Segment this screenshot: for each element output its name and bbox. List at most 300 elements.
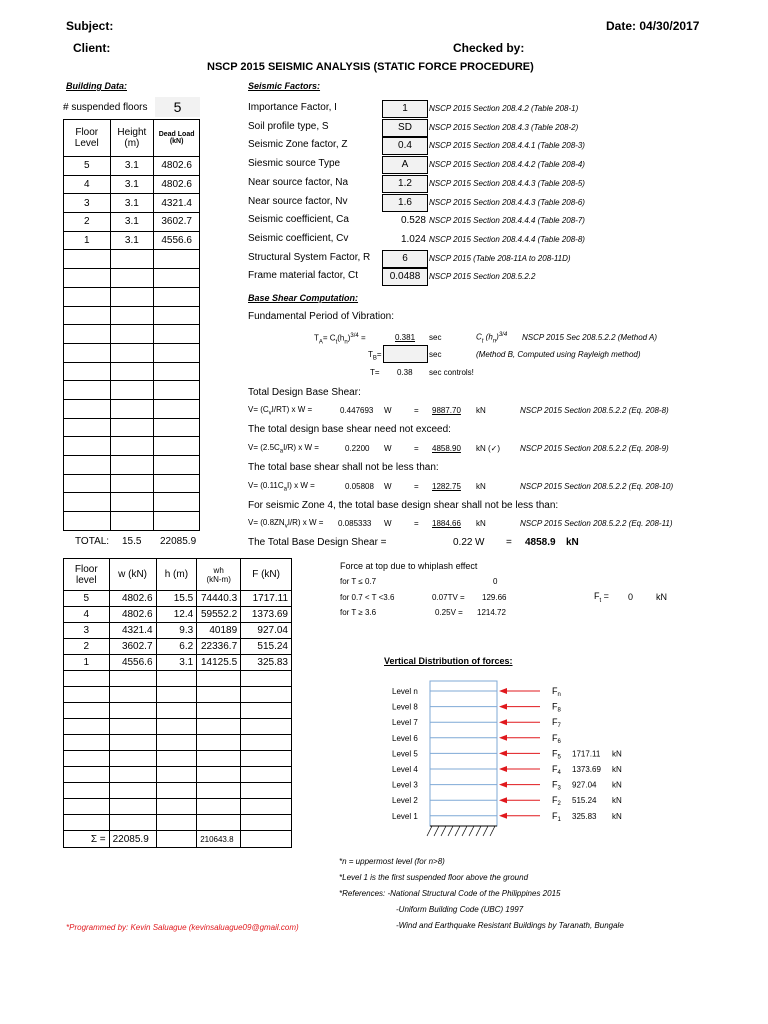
ground-hatch (490, 826, 495, 836)
level-label: Level 2 (392, 796, 418, 806)
factor-reference: NSCP 2015 Section 208.4.4.3 (Table 208-6) (429, 197, 585, 207)
cell-level (64, 783, 110, 799)
col-wh: wh (kN-m) (197, 559, 241, 591)
cell-f (241, 815, 292, 831)
cell-wh (197, 671, 241, 687)
cell-level[interactable] (64, 512, 111, 531)
force-unit: kN (612, 749, 622, 759)
force-arrow-head (499, 797, 507, 803)
cell-height[interactable] (110, 399, 154, 418)
cell-height[interactable] (110, 474, 154, 493)
ft-label: $F_t$ = (594, 591, 609, 604)
cell-wh (197, 687, 241, 703)
cell-wh (197, 735, 241, 751)
base-shear-heading: Base Shear Computation: (248, 293, 359, 303)
cell-load[interactable] (154, 418, 200, 437)
table-row (64, 362, 200, 381)
ft-value: 0 (628, 592, 634, 602)
cell-load[interactable] (154, 250, 200, 269)
force-unit: kN (612, 796, 622, 806)
force-value: 927.04 (572, 780, 597, 790)
factor-value[interactable]: A (382, 156, 428, 174)
cell-w: 3602.7 (109, 639, 156, 655)
cell-level[interactable] (64, 437, 111, 456)
sum-w: 22085.9 (109, 831, 156, 848)
cell-level[interactable] (64, 362, 111, 381)
cell-load[interactable] (154, 456, 200, 475)
cell-h (156, 671, 197, 687)
tb-sec: sec (429, 350, 442, 359)
ground-hatch (483, 826, 488, 836)
ta-label: $T_A= C_t(h_n)^{3/4}$ = (314, 333, 366, 346)
cell-load[interactable]: 4802.6 (154, 157, 200, 176)
cell-load[interactable] (154, 325, 200, 344)
force-label: $F_n$ (552, 686, 561, 698)
not-exceed-label: The total design base shear need not exceed: (248, 424, 451, 435)
tb-reference: (Method B, Computed using Rayleigh method) (476, 350, 641, 359)
cell-level: 1 (64, 655, 110, 671)
factor-reference: NSCP 2015 Section 208.4.3 (Table 208-2) (429, 122, 579, 132)
cell-f: 515.24 (241, 639, 292, 655)
cell-wh (197, 703, 241, 719)
force-label: $F_4$ (552, 764, 561, 776)
cell-wh: 14125.5 (197, 655, 241, 671)
not-less-label: The total base shear shall not be less than: (248, 462, 439, 473)
building-data-table (63, 119, 200, 531)
ta-sec: sec (429, 333, 442, 342)
force-unit: kN (612, 780, 622, 790)
cell-level[interactable] (64, 381, 111, 400)
col-f: F (kN) (241, 559, 292, 591)
cell-f (241, 687, 292, 703)
cell-level[interactable] (64, 325, 111, 344)
col-w: w (kN) (109, 559, 156, 591)
cell-w (109, 735, 156, 751)
table-row (64, 213, 200, 232)
whiplash-r2-value: 129.66 (482, 593, 507, 602)
cell-level[interactable]: 4 (64, 175, 111, 194)
v2-eq: = (414, 444, 419, 453)
whiplash-r2-label: for 0.7 < T <3.6 (340, 593, 395, 602)
factor-value[interactable]: SD (382, 119, 428, 137)
col-height: Height (m) (110, 120, 154, 157)
vertical-distribution-diagram (380, 676, 670, 851)
factor-label: Structural System Factor, R (248, 251, 371, 263)
cell-f (241, 719, 292, 735)
cell-h: 9.3 (156, 623, 197, 639)
v1-eq: = (414, 406, 419, 415)
cell-level (64, 751, 110, 767)
cell-load[interactable]: 4321.4 (154, 194, 200, 213)
v3-kn: kN (476, 482, 486, 491)
whiplash-r3-formula: 0.25V = (435, 608, 463, 617)
cell-wh (197, 719, 241, 735)
cell-load[interactable] (154, 343, 200, 362)
note-ubc: -Uniform Building Code (UBC) 1997 (396, 905, 524, 914)
level-label: Level 5 (392, 749, 418, 759)
col-floor-level: Floor Level (64, 120, 111, 157)
cell-h (156, 735, 197, 751)
table-row (64, 343, 200, 362)
cell-w (109, 687, 156, 703)
total-design-coef: 0.22 (453, 537, 473, 548)
table-row (64, 269, 200, 288)
table-row (64, 399, 200, 418)
cell-height[interactable] (110, 306, 154, 325)
v2-formula: $V= (2.5C_aI/R)$ x W = (248, 443, 319, 455)
cell-load[interactable]: 4802.6 (154, 175, 200, 194)
cell-height[interactable] (110, 381, 154, 400)
v3-coef: 0.05808 (345, 482, 374, 491)
v1-formula: $V= (C_vI/RT)$ x W = (248, 405, 313, 417)
v4-coef: 0.085333 (338, 519, 372, 528)
suspended-floors-input[interactable]: 5 (155, 97, 200, 117)
sum-wh: 210643.8 (197, 831, 241, 848)
cell-level[interactable] (64, 343, 111, 362)
total-design-value: 4858.9 (525, 537, 556, 548)
cell-height[interactable]: 3.1 (110, 231, 154, 250)
cell-height[interactable] (110, 493, 154, 512)
table-row (64, 175, 200, 194)
cell-h (156, 799, 197, 815)
cell-level[interactable] (64, 493, 111, 512)
cell-height[interactable] (110, 362, 154, 381)
factor-label: Frame material factor, Ct (248, 270, 359, 282)
table-row (64, 493, 200, 512)
factor-value[interactable]: 1.6 (382, 194, 428, 212)
table-row (64, 719, 292, 735)
force-arrow-head (499, 719, 507, 725)
cell-wh (197, 783, 241, 799)
cell-load[interactable] (154, 399, 200, 418)
cell-wh (197, 815, 241, 831)
table-row (64, 194, 200, 213)
cell-level (64, 815, 110, 831)
cell-w (109, 815, 156, 831)
cell-wh (197, 799, 241, 815)
seismic-factors-heading: Seismic Factors: (248, 81, 321, 91)
zone4-label: For seismic Zone 4, the total base design shear shall not be less than: (248, 500, 559, 511)
cell-load[interactable] (154, 362, 200, 381)
factor-label: Seismic Zone factor, Z (248, 139, 348, 151)
level-label: Level 7 (392, 718, 418, 728)
level-label: Level 4 (392, 765, 418, 774)
cell-height[interactable] (110, 456, 154, 475)
total-design-eq: = (506, 537, 512, 548)
force-arrow-head (499, 782, 507, 788)
force-arrow-head (499, 766, 507, 772)
ground-hatch (476, 826, 481, 836)
v1-reference: NSCP 2015 Section 208.5.2.2 (Eq. 208-8) (520, 406, 669, 415)
factor-reference: NSCP 2015 Section 208.4.2 (Table 208-1) (429, 104, 579, 113)
cell-h (156, 815, 197, 831)
whiplash-title: Force at top due to whiplash effect (340, 561, 478, 571)
t-controls: sec controls! (429, 368, 474, 377)
level-label: Level 1 (392, 811, 418, 821)
ground-hatch (469, 826, 474, 836)
v3-eq: = (414, 482, 419, 491)
ground-hatch (462, 826, 467, 836)
cell-h (156, 719, 197, 735)
cell-level (64, 687, 110, 703)
factor-value[interactable]: 1.2 (382, 175, 428, 193)
table-row (64, 306, 200, 325)
cell-height[interactable]: 3.1 (110, 194, 154, 213)
level-label: Level 8 (392, 702, 418, 712)
v1-w: W (384, 406, 392, 415)
ground-hatch (434, 826, 439, 836)
cell-w: 4802.6 (109, 607, 156, 623)
ta-reference: NSCP 2015 Sec 208.5.2.2 (Method A) (522, 333, 658, 342)
factor-reference: NSCP 2015 Section 208.4.4.3 (Table 208-5) (429, 178, 585, 188)
cell-level (64, 671, 110, 687)
cell-level[interactable] (64, 306, 111, 325)
table-row (64, 687, 292, 703)
table-row (64, 157, 200, 176)
table-row (64, 512, 200, 531)
factor-label: Siesmic source Type (248, 158, 341, 170)
v1-value: 9887.70 (432, 406, 461, 415)
cell-w (109, 671, 156, 687)
cell-load[interactable] (154, 437, 200, 456)
date-label: Date: 04/30/2017 (606, 19, 700, 33)
cell-f (241, 799, 292, 815)
cell-wh: 74440.3 (197, 591, 241, 607)
cell-load[interactable] (154, 269, 200, 288)
cell-level[interactable] (64, 269, 111, 288)
factor-reference: NSCP 2015 Section 208.4.4.4 (Table 208-7) (429, 216, 585, 226)
force-label: $F_6$ (552, 732, 561, 745)
factor-reference: NSCP 2015 Section 208.4.4.2 (Table 208-4) (429, 160, 585, 170)
col-h: h (m) (156, 559, 197, 591)
note-taranath: -Wind and Earthquake Resistant Buildings by Taranath, Bungale (396, 922, 624, 930)
sum-f (241, 831, 292, 848)
level-label: Level 3 (392, 780, 418, 790)
table-row (64, 250, 200, 269)
sum-label: Σ = (64, 831, 110, 848)
note-references: *References: -National Structural Code of the Philippines 2015 (339, 889, 561, 898)
total-design-shear-label: The Total Base Design Shear = (248, 537, 387, 548)
cell-w: 4321.4 (109, 623, 156, 639)
factor-value[interactable]: 1 (382, 100, 428, 118)
col-floor-level: Floor level (64, 559, 110, 591)
v2-reference: NSCP 2015 Section 208.5.2.2 (Eq. 208-9) (520, 444, 669, 453)
total-label: TOTAL: (75, 536, 110, 547)
cell-height[interactable] (110, 287, 154, 306)
v4-reference: NSCP 2015 Section 208.5.2.2 (Eq. 208-11) (520, 519, 673, 528)
force-label: $F_3$ (552, 779, 561, 792)
suspended-floors-label: # suspended floors (63, 102, 148, 113)
cell-load[interactable] (154, 493, 200, 512)
table-row (64, 671, 292, 687)
v3-w: W (384, 482, 392, 491)
force-arrow-head (499, 704, 507, 710)
cell-w (109, 751, 156, 767)
factor-reference: NSCP 2015 Section 208.5.2.2 (429, 272, 536, 282)
v2-coef: 0.2200 (345, 444, 370, 453)
table-row (64, 783, 292, 799)
cell-load[interactable] (154, 287, 200, 306)
cell-height[interactable] (110, 418, 154, 437)
vertical-distribution-title: Vertical Distribution of forces: (384, 656, 513, 666)
force-arrow-head (499, 750, 507, 756)
table-row (64, 591, 292, 607)
cell-w: 4556.6 (109, 655, 156, 671)
force-value: 515.24 (572, 796, 597, 806)
table-row (64, 751, 292, 767)
cell-level[interactable]: 2 (64, 213, 111, 232)
cell-load[interactable] (154, 512, 200, 531)
table-row (64, 767, 292, 783)
level-label: Level 6 (392, 733, 418, 743)
table-row (64, 325, 200, 344)
cell-w: 4802.6 (109, 591, 156, 607)
cell-load[interactable] (154, 474, 200, 493)
factor-value[interactable]: 0.0488 (382, 268, 428, 286)
force-label: $F_5$ (552, 748, 561, 761)
tb-label: $T_B=$ (368, 350, 382, 362)
cell-h: 3.1 (156, 655, 197, 671)
cell-f (241, 703, 292, 719)
cell-level (64, 799, 110, 815)
cell-level: 4 (64, 607, 110, 623)
client-label: Client: (73, 41, 111, 55)
table-row (64, 231, 200, 250)
note-level1: *Level 1 is the first suspended floor above the ground (339, 873, 529, 882)
cell-load[interactable]: 3602.7 (154, 213, 200, 232)
cell-height[interactable] (110, 250, 154, 269)
factor-reference: NSCP 2015 Section 208.4.4.4 (Table 208-8) (429, 234, 585, 244)
whiplash-r2-formula: 0.07TV = (432, 593, 465, 602)
cell-height[interactable] (110, 343, 154, 362)
table-row (64, 381, 200, 400)
cell-height[interactable] (110, 437, 154, 456)
note-uppermost: *n = uppermost level (for n>8) (339, 857, 445, 866)
cell-f: 927.04 (241, 623, 292, 639)
table-row (64, 623, 292, 639)
cell-w (109, 703, 156, 719)
cell-height[interactable] (110, 512, 154, 531)
v1-kn: kN (476, 406, 486, 415)
cell-level[interactable] (64, 456, 111, 475)
level-label: Level n (392, 687, 418, 696)
table-row (64, 815, 292, 831)
cell-w (109, 799, 156, 815)
checked-by-label: Checked by: (453, 41, 525, 55)
cell-level[interactable] (64, 474, 111, 493)
table-row (64, 287, 200, 306)
cell-level[interactable] (64, 287, 111, 306)
cell-f (241, 671, 292, 687)
table-row (64, 474, 200, 493)
force-unit: kN (612, 765, 622, 774)
cell-h (156, 687, 197, 703)
cell-wh (197, 751, 241, 767)
cell-level: 5 (64, 591, 110, 607)
v4-value: 1884.66 (432, 519, 461, 528)
cell-f: 1717.11 (241, 591, 292, 607)
whiplash-r1-value: 0 (493, 577, 498, 586)
force-value: 1717.11 (572, 749, 601, 759)
cell-height[interactable]: 3.1 (110, 157, 154, 176)
cell-load[interactable] (154, 306, 200, 325)
factor-value: 1.024 (400, 233, 426, 245)
ground-hatch (448, 826, 453, 836)
v4-eq: = (414, 519, 419, 528)
cell-height[interactable] (110, 325, 154, 344)
table-row (64, 456, 200, 475)
subject-label: Subject: (66, 19, 114, 33)
cell-load[interactable] (154, 381, 200, 400)
building-data-heading: Building Data: (66, 81, 127, 91)
cell-level[interactable] (64, 418, 111, 437)
force-arrow-head (499, 813, 507, 819)
cell-height[interactable] (110, 269, 154, 288)
total-height: 15.5 (122, 536, 142, 547)
cell-height[interactable]: 3.1 (110, 213, 154, 232)
factor-reference: NSCP 2015 (Table 208-11A to 208-11D) (429, 253, 571, 263)
force-label: $F_1$ (552, 810, 561, 823)
credit-text: *Programmed by: Kevin Saluague (kevinsaluague09@gmail.com) (66, 923, 299, 932)
cell-level[interactable]: 1 (64, 231, 111, 250)
cell-level: 2 (64, 639, 110, 655)
cell-level[interactable]: 3 (64, 194, 111, 213)
factor-value[interactable]: 0.4 (382, 137, 428, 155)
factor-reference: NSCP 2015 Section 208.4.4.1 (Table 208-3) (429, 141, 585, 151)
ta-value: 0.381 (395, 333, 416, 342)
table-row (64, 437, 200, 456)
cell-level[interactable]: 5 (64, 157, 111, 176)
v4-kn: kN (476, 519, 486, 528)
force-label: $F_8$ (552, 701, 561, 714)
cell-h (156, 703, 197, 719)
tb-input[interactable] (383, 345, 428, 363)
v2-value: 4858.90 (432, 444, 461, 453)
force-label: $F_7$ (552, 717, 561, 730)
cell-wh (197, 767, 241, 783)
col-dead-load: Dead Load (kN) (154, 120, 200, 157)
cell-height[interactable]: 3.1 (110, 175, 154, 194)
cell-w (109, 783, 156, 799)
table-row (64, 799, 292, 815)
factor-value[interactable]: 6 (382, 250, 428, 268)
cell-f (241, 751, 292, 767)
v1-coef: 0.447693 (340, 406, 374, 415)
cell-level[interactable] (64, 250, 111, 269)
cell-load[interactable]: 4556.6 (154, 231, 200, 250)
ft-unit: kN (656, 592, 667, 602)
v2-check: kN (✓) (476, 444, 501, 453)
cell-level: 3 (64, 623, 110, 639)
total-design-base-shear-label: Total Design Base Shear: (248, 387, 361, 398)
ground-hatch (427, 826, 432, 836)
table-row (64, 418, 200, 437)
factor-label: Importance Factor, I (248, 102, 337, 113)
factor-label: Near source factor, Nv (248, 195, 348, 207)
v2-w: W (384, 444, 392, 453)
v3-formula: $V= (0.11C_aI)$ x W = (248, 481, 315, 493)
cell-f: 1373.69 (241, 607, 292, 623)
force-arrow-head (499, 735, 507, 741)
period-label: Fundamental Period of Vibration: (248, 311, 395, 322)
total-design-w: W (475, 537, 485, 548)
cell-level[interactable] (64, 399, 111, 418)
t-value: 0.38 (397, 368, 413, 377)
table-row (64, 655, 292, 671)
factor-label: Soil profile type, S (248, 120, 329, 132)
cell-wh: 40189 (197, 623, 241, 639)
table-row (64, 607, 292, 623)
